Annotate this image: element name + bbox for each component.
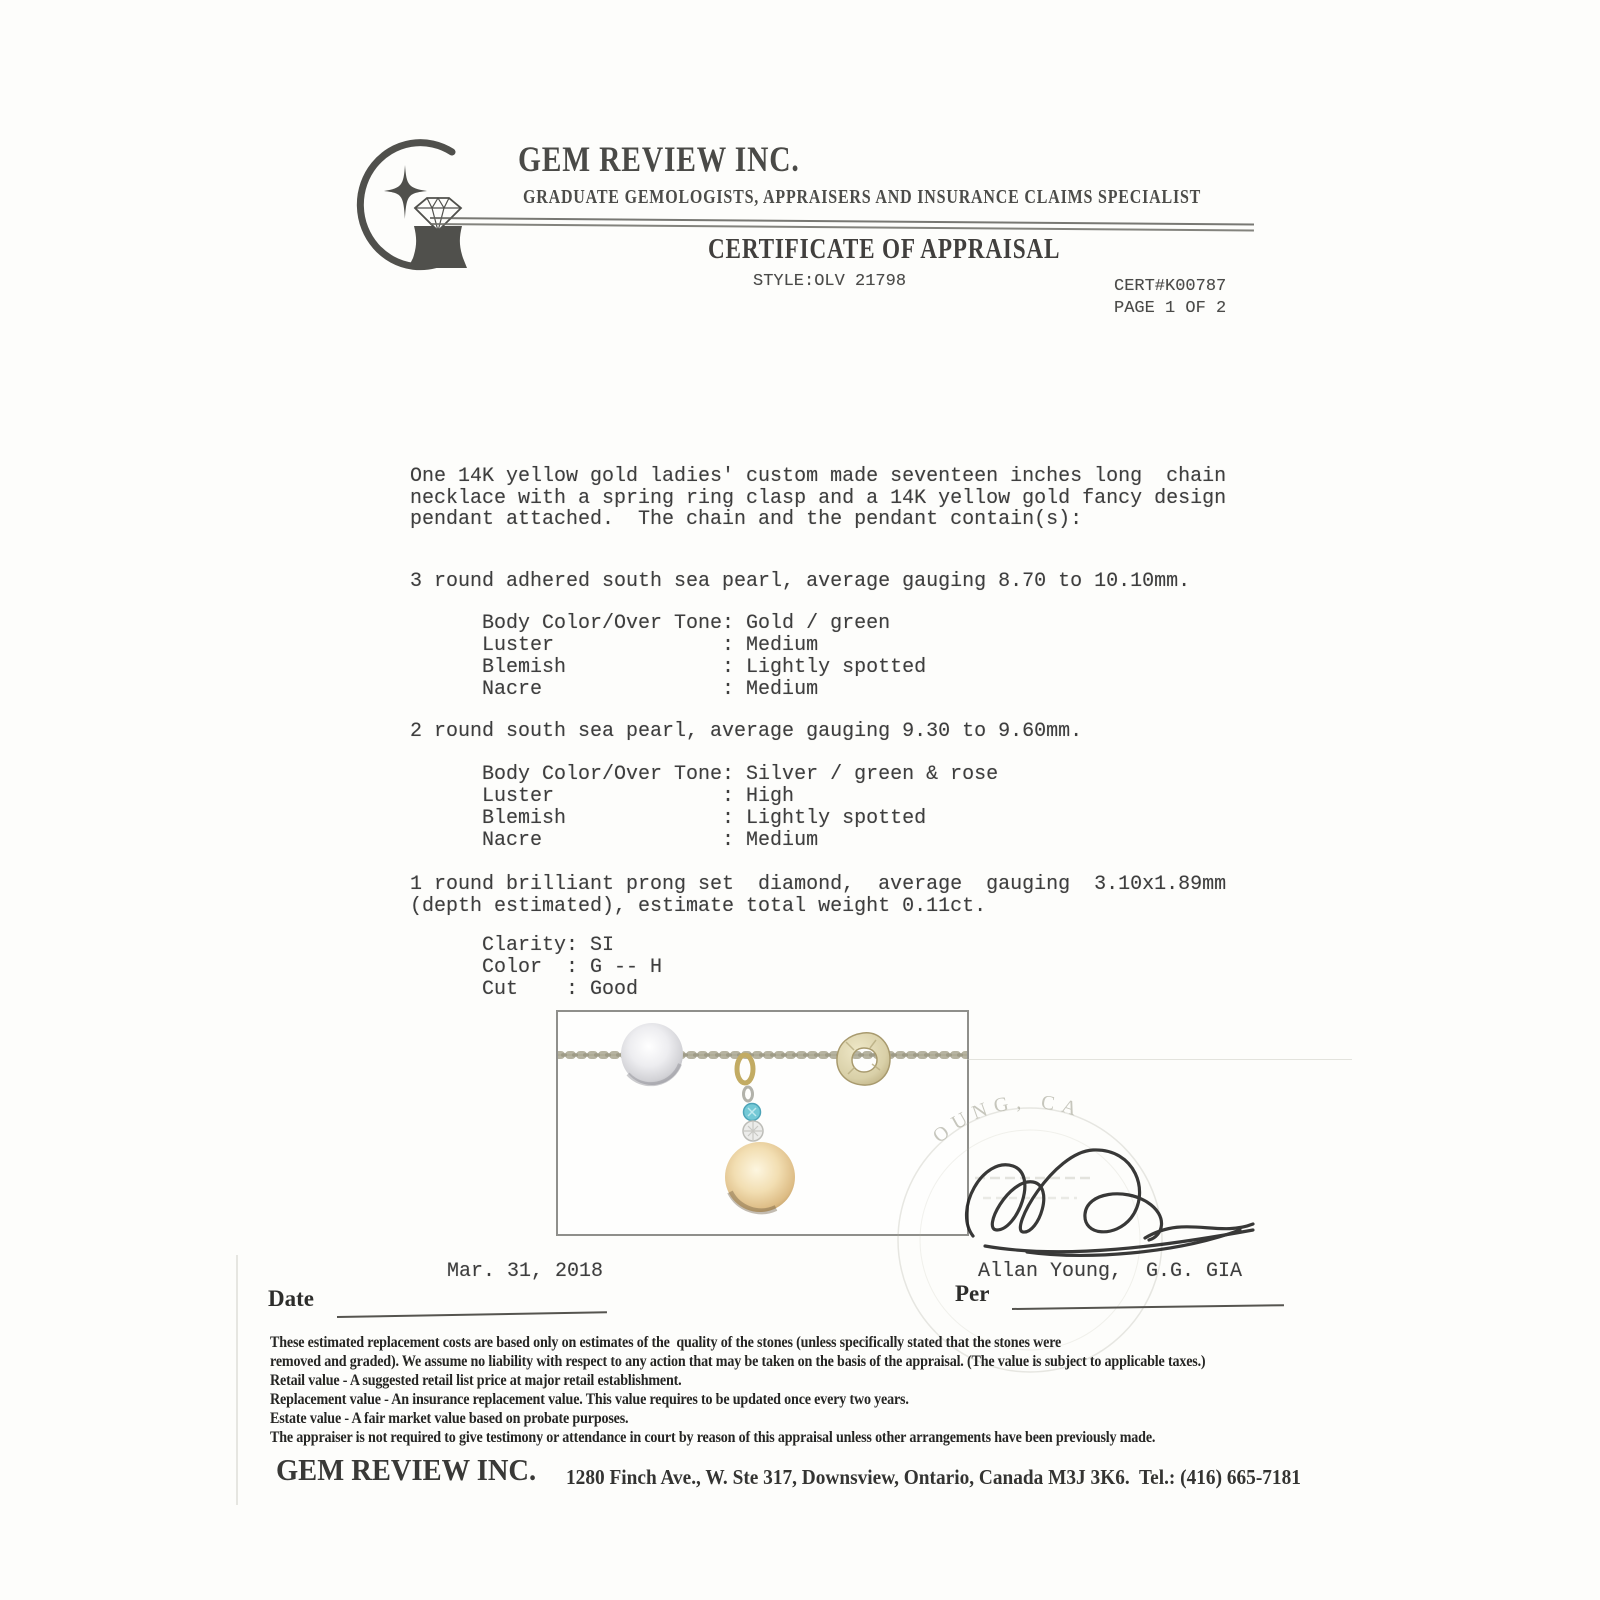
date-label: Date bbox=[268, 1286, 314, 1311]
footer-address: 1280 Finch Ave., W. Ste 317, Downsview, Ontario, Canada M3J 3K6. Tel.: (416) 665-7181 bbox=[566, 1465, 1301, 1489]
description-line: necklace with a spring ring clasp and a 14K yellow gold fancy design bbox=[410, 487, 1227, 510]
pearl-attribute: Blemish : Lightly spotted bbox=[410, 656, 927, 679]
gem-review-logo bbox=[336, 134, 488, 292]
description-line: pendant attached. The chain and the pendant contain(s): bbox=[410, 508, 1083, 531]
pearl-attribute: Nacre : Medium bbox=[410, 829, 819, 852]
signature-scribble bbox=[935, 1118, 1270, 1283]
pearl-attribute: Luster : Medium bbox=[410, 634, 819, 657]
header-divider bbox=[430, 217, 1254, 231]
paper-edge-artifact bbox=[236, 1255, 238, 1505]
page-indicator: PAGE 1 OF 2 bbox=[1114, 299, 1227, 318]
per-label: Per bbox=[955, 1281, 990, 1306]
disclaimer-line: These estimated replacement costs are based only on estimates of the quality of the stones (unless specifically stated that the stones were bbox=[270, 1334, 1062, 1351]
company-tagline: GRADUATE GEMOLOGISTS, APPRAISERS AND INSURANCE CLAIMS SPECIALIST bbox=[523, 186, 1202, 208]
pearl-attribute: Body Color/Over Tone: Silver / green & rose bbox=[410, 763, 999, 786]
pendant bbox=[725, 1055, 795, 1212]
description-line: One 14K yellow gold ladies' custom made seventeen inches long chain bbox=[410, 465, 1227, 488]
disclaimer-line: Retail value - A suggested retail list price at major retail establishment. bbox=[270, 1372, 682, 1389]
pearl-item-heading: 2 round south sea pearl, average gauging 9.30 to 9.60mm. bbox=[410, 720, 1083, 743]
pearl-attribute: Luster : High bbox=[410, 785, 795, 808]
pearl-attribute: Blemish : Lightly spotted bbox=[410, 807, 927, 830]
disclaimer-line: Replacement value - An insurance replacement value. This value requires to be updated once every two years. bbox=[270, 1391, 909, 1408]
diamond-attribute: Cut : Good bbox=[410, 978, 639, 1001]
diamond-item-heading: (depth estimated), estimate total weight 0.11ct. bbox=[410, 895, 987, 918]
diamond-item-heading: 1 round brilliant prong set diamond, average gauging 3.10x1.89mm bbox=[410, 873, 1227, 896]
seal-arc-text: OUNG, CA bbox=[928, 1090, 1087, 1148]
appraiser-name: Allan Young, G.G. GIA bbox=[978, 1260, 1243, 1283]
appraisal-date: Mar. 31, 2018 bbox=[447, 1260, 604, 1283]
disclaimer-line: The appraiser is not required to give testimony or attendance in court by reason of this appraisal unless other arrangements have been previously made. bbox=[270, 1429, 1156, 1446]
diamond-attribute: Color : G -- H bbox=[410, 956, 663, 979]
pearl-item-heading: 3 round adhered south sea pearl, average gauging 8.70 to 10.10mm. bbox=[410, 570, 1191, 593]
cert-number: CERT#K00787 bbox=[1114, 277, 1227, 296]
date-signature-line bbox=[337, 1311, 607, 1318]
company-name: GEM REVIEW INC. bbox=[518, 139, 800, 179]
pearl-attribute: Nacre : Medium bbox=[410, 678, 819, 701]
logo-pedestal bbox=[408, 226, 467, 268]
diamond-attribute: Clarity: SI bbox=[410, 934, 615, 957]
footer-company-name: GEM REVIEW INC. bbox=[276, 1452, 537, 1487]
disclaimer-line: removed and graded). We assume no liability with respect to any action that may be taken on the basis of the appraisal. (The value is subject to applicable taxes.) bbox=[270, 1353, 1206, 1370]
pendant-link bbox=[744, 1087, 753, 1101]
pearl-attribute: Body Color/Over Tone: Gold / green bbox=[410, 612, 891, 635]
disclaimer-line: Estate value - A fair market value based on probate purposes. bbox=[270, 1410, 629, 1427]
certificate-title: CERTIFICATE OF APPRAISAL bbox=[708, 233, 1061, 265]
style-number: STYLE:OLV 21798 bbox=[753, 272, 907, 291]
pendant-bail bbox=[737, 1055, 753, 1083]
